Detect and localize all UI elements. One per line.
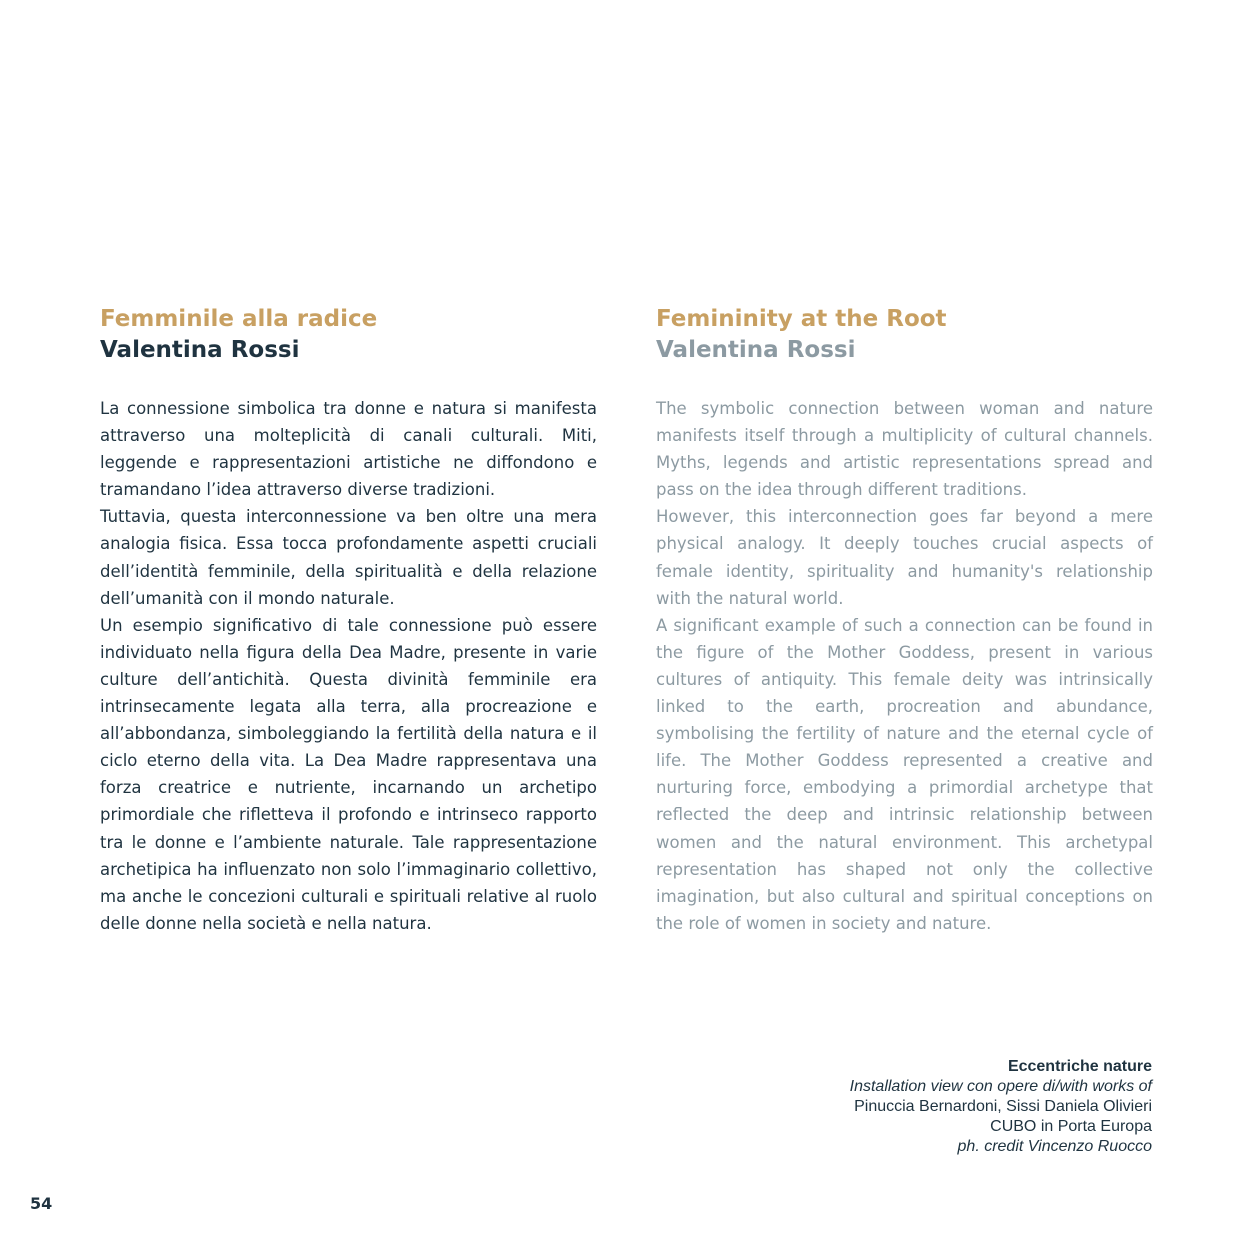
italian-paragraph: Tuttavia, questa interconnessione va ben oltre una mera analogia fisica. Essa tocca profondamente aspetti cruciali dell’identità femminile, della spiritualità e della relazione dell’umanità con il mondo naturale. <box>100 507 597 608</box>
italian-author: Valentina Rossi <box>100 337 300 363</box>
italian-column <box>100 304 597 937</box>
english-paragraph: However, this interconnection goes far beyond a mere physical analogy. It deeply touches crucial aspects of female identity, spirituality and humanity's relationship with the natural world. <box>656 507 1153 608</box>
english-paragraph: A significant example of such a connection can be found in the figure of the Mother Goddess, present in various cultures of antiquity. This female deity was intrinsically linked to the earth, procreation and abundance, symbolising the fertility of nature and the eternal cycle of life. The Mother Goddess represented a creative and nurturing force, embodying a primordial archetype that reflected the deep and intrinsic relationship between women and the natural environment. This archetypal representation has shaped not only the collective imagination, but also cultural and spiritual conceptions on the role of women in society and nature. <box>656 615 1153 933</box>
italian-paragraph: Un esempio significativo di tale connessione può essere individuato nella figura della Dea Madre, presente in varie culture dell’antichità. Questa divinità femminile era intrinsecamente legata alla terra, alla procreazione e all’abbondanza, simboleggiando la fertilità della natura e il ciclo eterno della vita. La Dea Madre rappresentava una forza creatrice e nutriente, incarnando un archetipo primordiale che rifletteva il profondo e intrinseco rapporto tra le donne e l’ambiente naturale. Tale rappresentazione archetipica ha influenzato non solo l’immaginario collettivo, ma anche le concezioni culturali e spirituali relative al ruolo delle donne nella società e nella natura. <box>100 615 597 933</box>
image-caption <box>850 1057 1152 1157</box>
english-author: Valentina Rossi <box>656 337 856 363</box>
caption-photo-credit: ph. credit Vincenzo Ruocco <box>957 1138 1152 1155</box>
page-number: 54 <box>30 1194 53 1213</box>
english-paragraph: The symbolic connection between woman and nature manifests itself through a multiplicity of cultural channels. Myths, legends and artistic representations spread and pass on the idea through different traditions. <box>656 399 1153 500</box>
english-body <box>656 395 1153 937</box>
english-title: Femininity at the Root <box>656 306 947 332</box>
caption-artists: Pinuccia Bernardoni, Sissi Daniela Olivieri <box>854 1098 1152 1115</box>
italian-body <box>100 395 597 937</box>
italian-paragraph: La connessione simbolica tra donne e natura si manifesta attraverso una molteplicità di canali culturali. Miti, leggende e rappresentazioni artistiche ne diffondono e tramandano l’idea attraverso diverse tradizioni. <box>100 399 597 500</box>
english-column <box>656 304 1153 937</box>
caption-title: Eccentriche nature <box>1007 1058 1152 1075</box>
caption-installation-line: Installation view con opere di/with works of <box>849 1078 1152 1095</box>
italian-title: Femminile alla radice <box>100 306 378 332</box>
caption-venue: CUBO in Porta Europa <box>990 1118 1152 1135</box>
